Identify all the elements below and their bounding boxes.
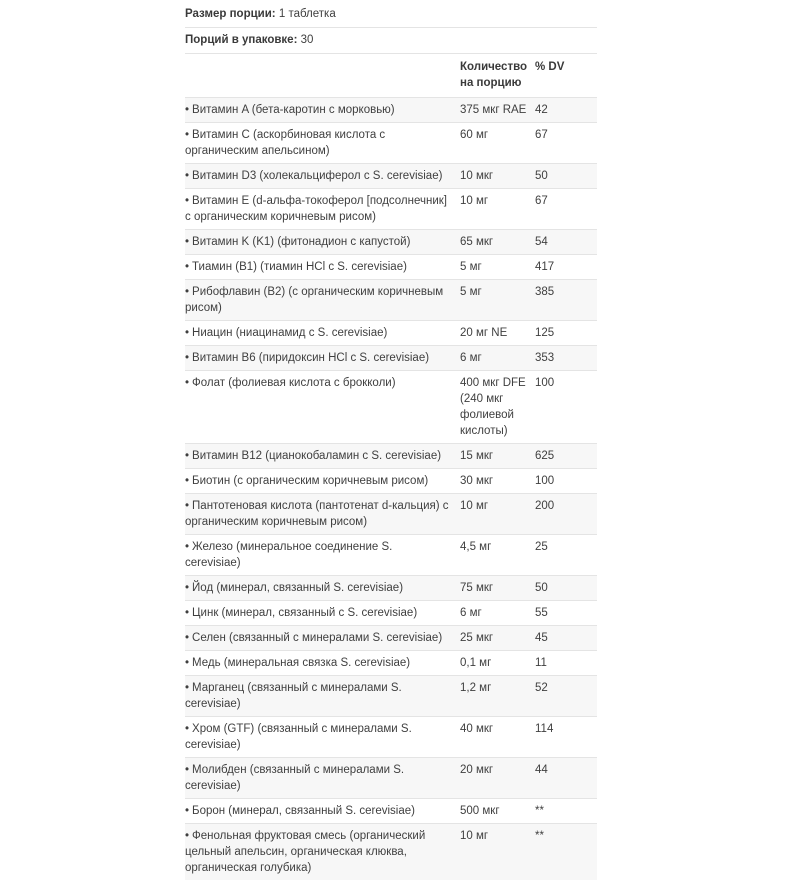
nutrient-name: Борон (минерал, связанный S. cerevisiae)	[192, 805, 415, 817]
nutrient-name-cell	[185, 189, 460, 230]
bullet-icon: •	[185, 170, 189, 182]
bullet-icon: •	[185, 261, 189, 273]
nutrient-name-cell	[185, 255, 460, 280]
nutrient-amount: 10 мг	[460, 824, 535, 880]
bullet-icon: •	[185, 450, 189, 462]
nutrient-dv: 67	[535, 123, 597, 164]
nutrient-dv: 625	[535, 444, 597, 469]
nutrient-name-cell	[185, 98, 460, 123]
nutrient-name-cell	[185, 280, 460, 321]
table-row	[185, 321, 597, 346]
nutrient-dv: 67	[535, 189, 597, 230]
nutrient-amount: 10 мг	[460, 189, 535, 230]
table-row	[185, 651, 597, 676]
table-row	[185, 255, 597, 280]
nutrient-name-cell	[185, 123, 460, 164]
nutrient-amount: 10 мкг	[460, 164, 535, 189]
table-row	[185, 123, 597, 164]
nutrient-dv: 385	[535, 280, 597, 321]
nutrient-name-cell	[185, 444, 460, 469]
table-row	[185, 346, 597, 371]
nutrient-dv: 11	[535, 651, 597, 676]
nutrient-amount: 5 мг	[460, 255, 535, 280]
nutrient-dv: 353	[535, 346, 597, 371]
nutrient-name-cell	[185, 799, 460, 824]
table-row	[185, 371, 597, 444]
nutrient-amount: 65 мкг	[460, 230, 535, 255]
serving-size-line	[185, 2, 597, 28]
nutrient-amount: 10 мг	[460, 494, 535, 535]
nutrient-dv: **	[535, 799, 597, 824]
table-row	[185, 576, 597, 601]
bullet-icon: •	[185, 657, 189, 669]
nutrient-dv: 44	[535, 758, 597, 799]
nutrient-amount: 500 мкг	[460, 799, 535, 824]
bullet-icon: •	[185, 682, 189, 694]
nutrient-name-cell	[185, 717, 460, 758]
nutrient-name-cell	[185, 494, 460, 535]
nutrient-dv: 52	[535, 676, 597, 717]
nutrient-dv: 125	[535, 321, 597, 346]
table-row	[185, 494, 597, 535]
bullet-icon: •	[185, 723, 189, 735]
nutrient-name: Пантотеновая кислота (пантотенат d-кальция) с органическим коричневым рисом)	[185, 500, 449, 528]
bullet-icon: •	[185, 764, 189, 776]
bullet-icon: •	[185, 830, 189, 842]
bullet-icon: •	[185, 582, 189, 594]
nutrient-name: Тиамин (B1) (тиамин HCl с S. cerevisiae)	[192, 261, 407, 273]
table-row	[185, 601, 597, 626]
serving-size-value: 1 таблетка	[279, 8, 336, 20]
nutrient-name-cell	[185, 346, 460, 371]
nutrient-name: Молибден (связанный с минералами S. cerevisiae)	[185, 764, 404, 792]
bullet-icon: •	[185, 805, 189, 817]
header-amount-per-serving: Количество на порцию	[460, 54, 535, 98]
nutrient-name: Витамин B12 (цианокобаламин с S. cerevisiae)	[192, 450, 441, 462]
bullet-icon: •	[185, 475, 189, 487]
nutrient-amount: 6 мг	[460, 601, 535, 626]
nutrient-dv: 42	[535, 98, 597, 123]
nutrient-amount: 40 мкг	[460, 717, 535, 758]
table-row	[185, 189, 597, 230]
nutrient-name: Витамин K (K1) (фитонадион с капустой)	[192, 236, 410, 248]
nutrient-name-cell	[185, 230, 460, 255]
bullet-icon: •	[185, 607, 189, 619]
bullet-icon: •	[185, 104, 189, 116]
table-row	[185, 280, 597, 321]
bullet-icon: •	[185, 286, 189, 298]
nutrient-name-cell	[185, 676, 460, 717]
table-row	[185, 98, 597, 123]
nutrient-name-cell	[185, 576, 460, 601]
nutrient-name-cell	[185, 758, 460, 799]
serving-size-label: Размер порции:	[185, 8, 276, 20]
nutrient-name-cell	[185, 824, 460, 880]
nutrient-dv: 114	[535, 717, 597, 758]
bullet-icon: •	[185, 195, 189, 207]
nutrient-name-cell	[185, 626, 460, 651]
supplement-facts-panel	[185, 2, 597, 880]
nutrient-name-cell	[185, 535, 460, 576]
nutrient-name: Медь (минеральная связка S. cerevisiae)	[192, 657, 410, 669]
nutrient-dv: 50	[535, 164, 597, 189]
nutrient-dv: 25	[535, 535, 597, 576]
nutrient-amount: 1,2 мг	[460, 676, 535, 717]
nutrient-amount: 60 мг	[460, 123, 535, 164]
nutrient-name: Фенольная фруктовая смесь (органический цельный апельсин, органическая клюква, органическая голубика)	[185, 830, 425, 874]
nutrient-name: Биотин (с органическим коричневым рисом)	[192, 475, 428, 487]
nutrient-name-cell	[185, 164, 460, 189]
nutrient-amount: 30 мкг	[460, 469, 535, 494]
nutrient-amount: 0,1 мг	[460, 651, 535, 676]
header-percent-dv: % DV	[535, 54, 597, 98]
servings-per-container-label: Порций в упаковке:	[185, 34, 297, 46]
nutrient-name-cell	[185, 601, 460, 626]
nutrient-dv: **	[535, 824, 597, 880]
nutrient-name-cell	[185, 321, 460, 346]
servings-per-container-line	[185, 28, 597, 54]
nutrient-dv: 54	[535, 230, 597, 255]
bullet-icon: •	[185, 500, 189, 512]
nutrient-name: Витамин E (d-альфа-токоферол [подсолнечник] с органическим коричневым рисом)	[185, 195, 447, 223]
nutrient-name: Рибофлавин (B2) (с органическим коричневым рисом)	[185, 286, 443, 314]
bullet-icon: •	[185, 541, 189, 553]
nutrient-amount: 20 мг NE	[460, 321, 535, 346]
nutrient-amount: 15 мкг	[460, 444, 535, 469]
nutrient-dv: 200	[535, 494, 597, 535]
nutrient-name: Марганец (связанный с минералами S. cerevisiae)	[185, 682, 402, 710]
table-row	[185, 230, 597, 255]
nutrient-amount: 375 мкг RAE	[460, 98, 535, 123]
nutrient-amount: 4,5 мг	[460, 535, 535, 576]
table-row	[185, 717, 597, 758]
table-row	[185, 758, 597, 799]
servings-per-container-value: 30	[301, 34, 314, 46]
table-row	[185, 164, 597, 189]
bullet-icon: •	[185, 352, 189, 364]
nutrient-name: Цинк (минерал, связанный с S. cerevisiae)	[192, 607, 417, 619]
nutrient-name: Ниацин (ниацинамид с S. cerevisiae)	[192, 327, 387, 339]
table-row	[185, 469, 597, 494]
nutrient-name-cell	[185, 371, 460, 444]
nutrient-dv: 45	[535, 626, 597, 651]
nutrient-name-cell	[185, 469, 460, 494]
table-row	[185, 444, 597, 469]
nutrient-name: Витамин B6 (пиридоксин HCl с S. cerevisiae)	[192, 352, 429, 364]
bullet-icon: •	[185, 129, 189, 141]
nutrient-table-body	[185, 98, 597, 880]
header-empty	[185, 54, 460, 98]
nutrient-amount: 400 мкг DFE (240 мкг фолиевой кислоты)	[460, 371, 535, 444]
nutrient-dv: 50	[535, 576, 597, 601]
table-row	[185, 535, 597, 576]
nutrient-name-cell	[185, 651, 460, 676]
table-row	[185, 626, 597, 651]
bullet-icon: •	[185, 377, 189, 389]
bullet-icon: •	[185, 236, 189, 248]
nutrient-amount: 6 мг	[460, 346, 535, 371]
table-row	[185, 824, 597, 880]
bullet-icon: •	[185, 632, 189, 644]
nutrient-name: Хром (GTF) (связанный с минералами S. cerevisiae)	[185, 723, 412, 751]
nutrient-name: Фолат (фолиевая кислота с брокколи)	[192, 377, 396, 389]
nutrient-name: Селен (связанный с минералами S. cerevisiae)	[192, 632, 442, 644]
table-row	[185, 799, 597, 824]
nutrient-name: Витамин D3 (холекальциферол с S. cerevisiae)	[192, 170, 442, 182]
nutrient-amount: 75 мкг	[460, 576, 535, 601]
nutrient-name: Железо (минеральное соединение S. cerevisiae)	[185, 541, 392, 569]
nutrient-amount: 20 мкг	[460, 758, 535, 799]
nutrient-dv: 100	[535, 371, 597, 444]
nutrient-name: Витамин A (бета-каротин с морковью)	[192, 104, 395, 116]
nutrient-amount: 25 мкг	[460, 626, 535, 651]
nutrient-table-header	[185, 54, 597, 98]
table-row	[185, 676, 597, 717]
bullet-icon: •	[185, 327, 189, 339]
nutrient-dv: 100	[535, 469, 597, 494]
nutrient-dv: 417	[535, 255, 597, 280]
nutrient-table	[185, 54, 597, 880]
nutrient-name: Йод (минерал, связанный S. cerevisiae)	[192, 582, 403, 594]
nutrient-dv: 55	[535, 601, 597, 626]
nutrient-name: Витамин C (аскорбиновая кислота с органическим апельсином)	[185, 129, 385, 157]
nutrient-amount: 5 мг	[460, 280, 535, 321]
